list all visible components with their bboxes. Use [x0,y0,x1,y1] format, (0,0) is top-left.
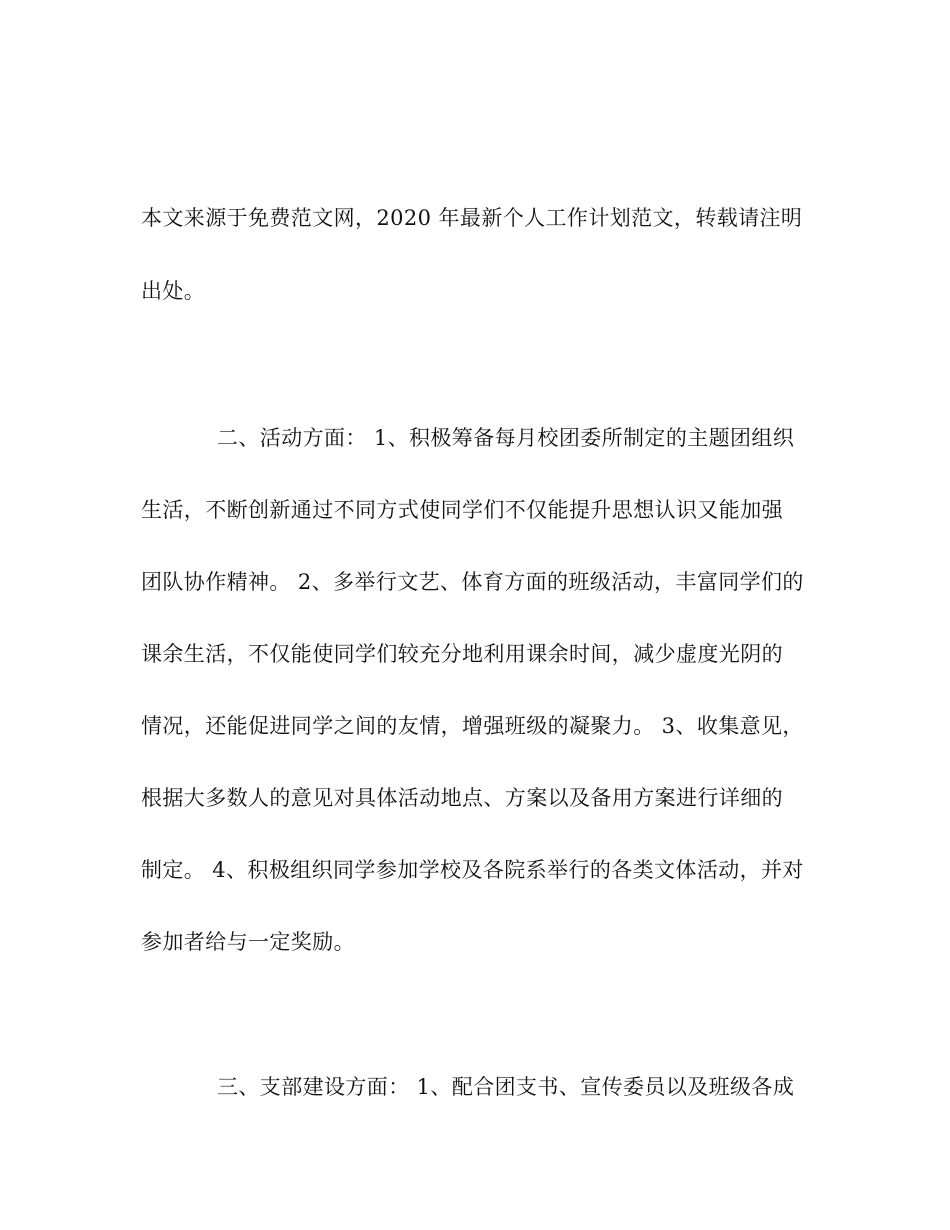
activities-line-1: 二、活动方面： 1、积极筹备每月校团委所制定的主题团组织 [217,426,795,450]
source-note-line-1: 本文来源于免费范文网，2020 年最新个人工作计划范文，转载请注明 [141,206,803,230]
activities-line-6: 根据大多数人的意见对具体活动地点、方案以及备用方案进行详细的 [141,786,783,810]
activities-line-2: 生活，不断创新通过不同方式使同学们不仅能提升思想认识又能加强 [141,498,783,522]
activities-line-3: 团队协作精神。 2、多举行文艺、体育方面的班级活动，丰富同学们的 [141,570,804,594]
branch-line-1: 三、支部建设方面： 1、配合团支书、宣传委员以及班级各成 [217,1075,795,1099]
activities-line-5: 情况，还能促进同学之间的友情，增强班级的凝聚力。 3、收集意见， [141,714,804,738]
activities-line-4: 课余生活，不仅能使同学们较充分地利用课余时间，减少虚度光阴的 [141,642,783,666]
activities-line-7: 制定。 4、积极组织同学参加学校及各院系举行的各类文体活动，并对 [141,858,804,882]
source-note-line-2: 出处。 [141,279,206,303]
activities-line-8: 参加者给与一定奖励。 [141,930,355,954]
